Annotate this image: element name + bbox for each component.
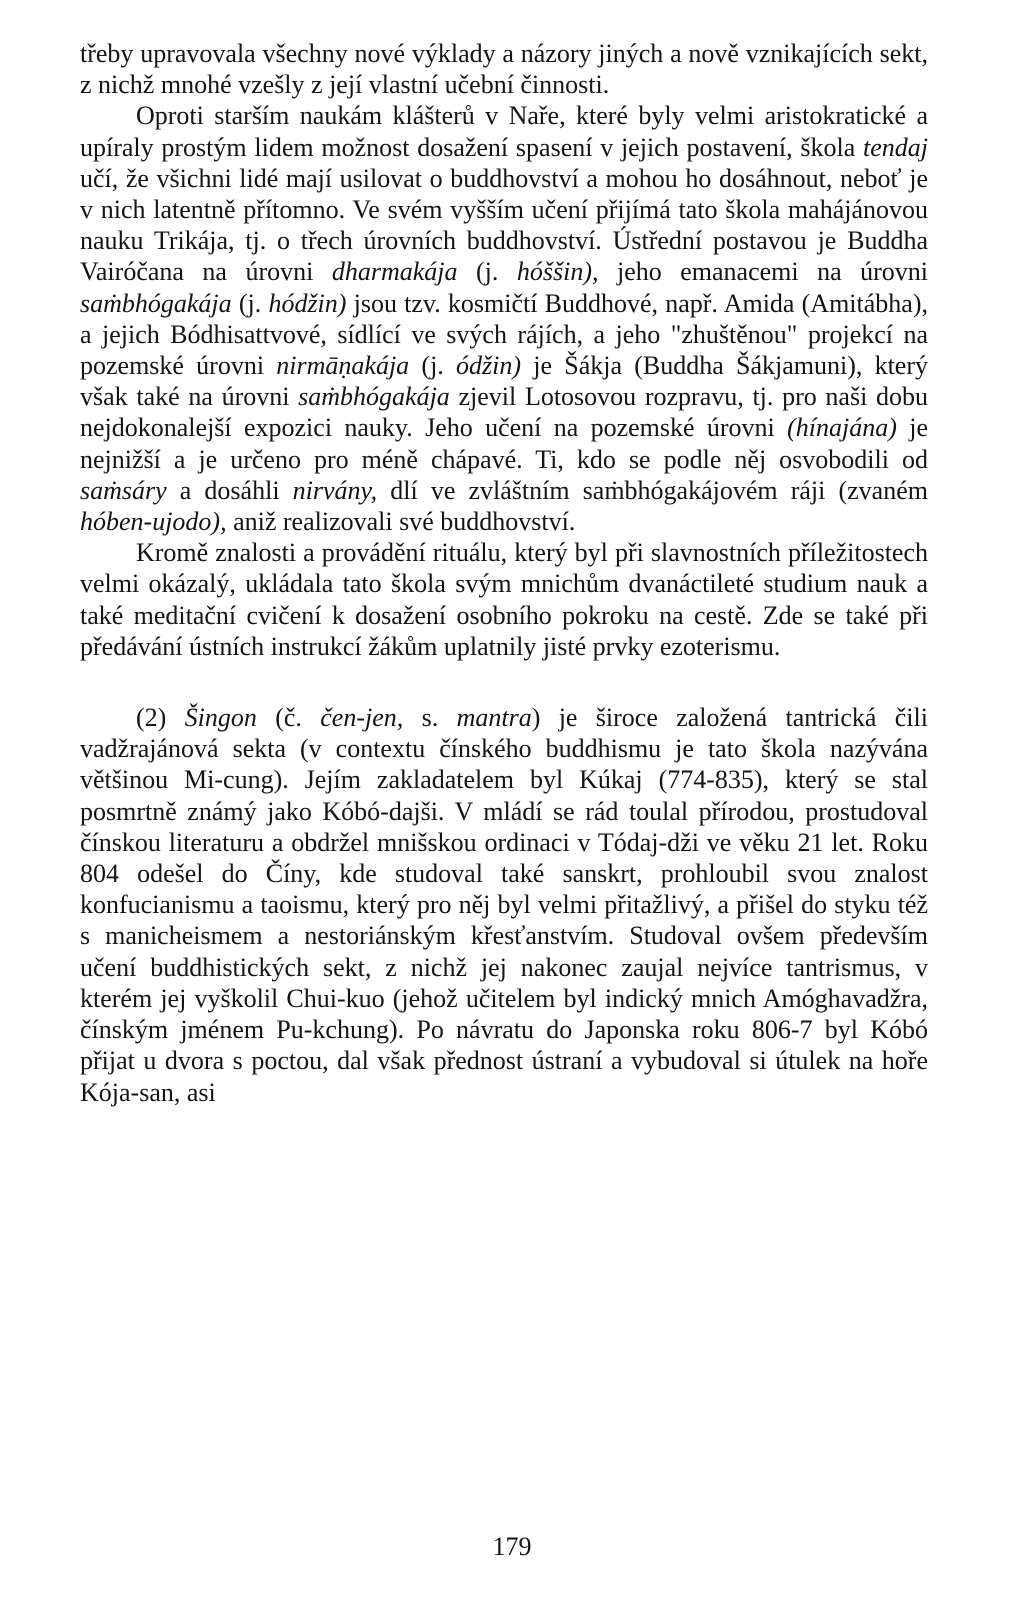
text-run: je nejnižší a je určeno pro méně chápavé. Ti, kdo se podle něj osvobodili od [80, 413, 928, 474]
text-run: (j. [409, 351, 457, 381]
text-run: je Šákja (Buddha Šákjamuni), který však také na úrovni [80, 351, 929, 412]
italic-term: ódžin) [456, 351, 522, 381]
italic-term: saṁsáry [80, 475, 167, 505]
italic-term: (hínajána) [787, 413, 897, 443]
text-run: Oproti starším naukám klášterů v Naře, které byly velmi aristokratické a upíraly prostým lidem možnost dosažení spasení v jejich postavení, škola [80, 101, 928, 162]
italic-term: Šingon [184, 703, 257, 733]
page-body [80, 38, 928, 1108]
text-run: (2) [136, 703, 185, 733]
paragraph-gap [80, 662, 928, 702]
italic-term: mantra [456, 703, 532, 733]
text-run: zjevil Lotosovou rozpravu, tj. pro naši dobu nejdokonalejší expozici nauky. Jeho učení na pozemské úrovni [80, 382, 928, 443]
text-run: dlí ve zvláštním saṁbhógakájovém ráji (zvaném [377, 475, 928, 505]
text-run: aniž realizovali své buddhovství. [226, 507, 576, 537]
italic-term: čen-jen, [320, 703, 404, 733]
italic-term: saṁbhógakája [298, 382, 450, 412]
text-run: ) je široce založená tantrická čili vadžrajánová sekta (v contextu čínského buddhismu je tato škola nazývána většinou Mi-cung). Jejím zakladatelem byl Kúkaj (774-835), který se stal posmrtně známý jako Kóbó-dajši. V mládí se rád toulal přírodou, prostudoval čínskou literaturu a obdržel mnišskou ordinaci v Tódaj-dži ve věku 21 let. Roku 804 odešel do Číny, kde studoval také sanskrt, prohloubil svou znalost konfucianismu a taoismu, který pro něj byl velmi přitažlivý, a přišel do styku též s manicheismem a nestoriánským křesťanstvím. Studoval ovšem především učení buddhistických sekt, z nichž jej nakonec zaujal nejvíce tantrismus, v kterém jej vyškolil Chui-kuo (jehož učitelem byl indický mnich Amóghavadžra, čínským jménem Pu-kchung). Po návratu do Japonska roku 806-7 byl Kóbó přijat u dvora s poctou, dal však přednost ústraní a vybudoval si útulek na hoře Kója-san, asi [80, 703, 928, 1107]
text-run: jsou tzv. kosmičtí Buddhové, např. Amida (Amitábha), a jejich Bódhisattvové, sídlící ve svých rájích, a jeho "zhuštěnou" projekcí na pozemské úrovni [80, 288, 928, 381]
paragraph-continuation: třeby upravovala všechny nové výklady a názory jiných a nově vznikajících sekt, z nichž mnohé vzešly z její vlastní učební činnosti. [80, 39, 928, 100]
italic-term: hódžin) [268, 288, 347, 318]
paragraph-singon [80, 702, 928, 1108]
italic-term: saṁbhógakája [80, 288, 232, 318]
text-run: (č. [256, 703, 321, 733]
text-run: jeho emanacemi na úrovni [598, 257, 928, 287]
page-number: 179 [492, 1532, 532, 1561]
text-run: a dosáhli [166, 475, 293, 505]
italic-term: dharmakája [331, 257, 458, 287]
italic-term: nirmāṇakája [276, 351, 410, 381]
text-run: s. [403, 703, 457, 733]
italic-term: hóššin), [516, 257, 599, 287]
italic-term: hóben-ujodo), [80, 507, 227, 537]
text-run: (j. [457, 257, 517, 287]
italic-term: tendaj [863, 132, 928, 162]
paragraph-ritual: Kromě znalosti a provádění rituálu, který byl při slavnostních příležitostech velmi okázalý, ukládala tato škola svým mnichům dvanáctileté studium nauk a také meditační cvičení k dosažení osobního pokroku na cestě. Zde se také při předávání ústních instrukcí žákům uplatnily jisté prvky ezoterismu. [80, 538, 928, 661]
paragraph-tendaj [80, 100, 928, 537]
text-run: (j. [231, 288, 269, 318]
italic-term: nirvány, [292, 475, 378, 505]
text-run: učí, že všichni lidé mají usilovat o buddhovství a mohou ho dosáhnout, neboť je v nich latentně přítomno. Ve svém vyšším učení přijímá tato škola mahájánovou nauku Trikája, tj. o třech úrovních buddhovství. Ústřední postavou je Buddha Vairóčana na úrovni [80, 163, 928, 287]
